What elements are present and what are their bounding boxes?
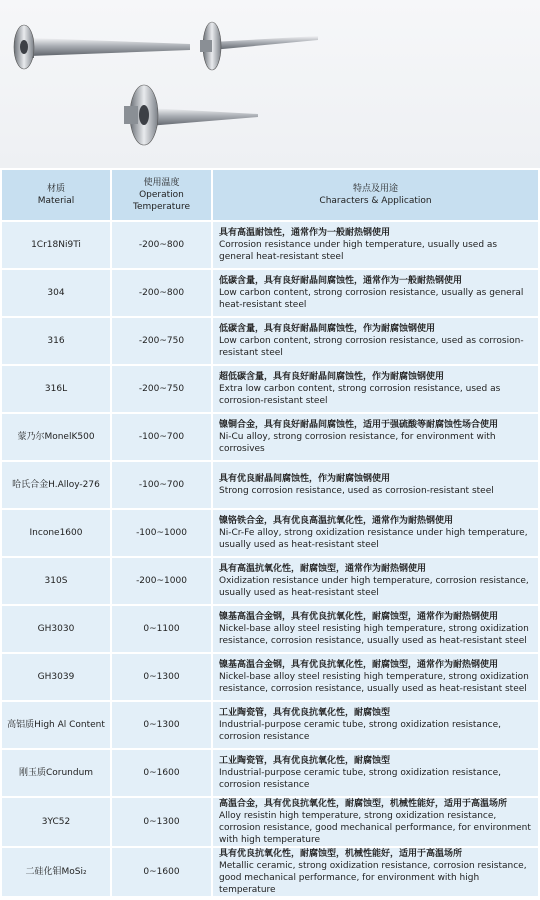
description-cell: [212, 605, 538, 653]
material-cell: 316: [2, 317, 111, 365]
header-temp-en-1: Operation: [139, 190, 184, 200]
thermowell-illustration: [0, 0, 540, 168]
description-cn: 低碳含量，具有良好耐晶间腐蚀性，作为耐腐蚀钢使用: [219, 324, 436, 334]
description-cn: 超低碳含量，具有良好耐晶间腐蚀性，作为耐腐蚀钢使用: [219, 372, 445, 382]
description-en: Ni-Cr-Fe alloy, strong oxidization resistance under high temperature, usually used as heat-resistant steel: [219, 528, 528, 550]
table-row: [2, 365, 538, 413]
description-cell: [212, 797, 538, 847]
material-cell: GH3030: [2, 605, 111, 653]
temperature-cell: 0~1300: [111, 701, 212, 749]
description-en: Corrosion resistance under high temperature, usually used as general heat-resistant steel: [219, 240, 498, 262]
description-cell: [212, 269, 538, 317]
description-cell: [212, 749, 538, 797]
description-en: Nickel-base alloy steel resisting high temperature, strong oxidization resistance, corrosion resistance, usually used as heat-resistant steel: [219, 672, 529, 694]
table-row: [2, 847, 538, 896]
material-cell: 蒙乃尔MonelK500: [2, 413, 111, 461]
description-en: Industrial-purpose ceramic tube, strong oxidization resistance, corrosion resistance: [219, 768, 501, 790]
header-temp-cn: 使用温度: [143, 178, 180, 188]
header-material-en: Material: [37, 196, 75, 206]
description-cn: 工业陶瓷管，具有优良抗氧化性，耐腐蚀型: [219, 756, 391, 766]
header-temperature: [111, 170, 212, 221]
material-cell: 哈氏合金H.Alloy-276: [2, 461, 111, 509]
materials-table: [2, 170, 538, 896]
table-row: [2, 413, 538, 461]
description-en: Low carbon content, strong corrosion resistance, used as corrosion-resistant steel: [219, 336, 524, 358]
description-cn: 镍铬铁合金，具有优良高温抗氧化性，通常作为耐热钢使用: [219, 516, 454, 526]
description-cell: [212, 317, 538, 365]
header-temp-en-2: Temperature: [132, 202, 190, 212]
description-en: Ni-Cu alloy, strong corrosion resistance, for environment with corrosives: [219, 432, 496, 454]
description-cn: 低碳含量，具有良好耐晶间腐蚀性，通常作为一般耐热钢使用: [219, 276, 463, 286]
description-cell: [212, 557, 538, 605]
materials-table-wrapper: [2, 170, 538, 896]
table-row: [2, 509, 538, 557]
description-cell: [212, 509, 538, 557]
material-cell: Incone1600: [2, 509, 111, 557]
description-cell: [212, 365, 538, 413]
material-cell: GH3039: [2, 653, 111, 701]
temperature-cell: -200~750: [111, 365, 212, 413]
description-cn: 镍基高温合金钢，具有优良抗氧化性，耐腐蚀型，通常作为耐热钢使用: [219, 660, 499, 670]
table-row: [2, 797, 538, 847]
table-row: [2, 605, 538, 653]
temperature-cell: 0~1100: [111, 605, 212, 653]
description-cn: 高温合金，具有优良抗氧化性，耐腐蚀型，机械性能好，适用于高温场所: [219, 799, 508, 809]
header-material-cn: 材质: [46, 184, 65, 194]
header-characters: [212, 170, 538, 221]
description-cn: 具有高温抗氧化性，耐腐蚀型，通常作为耐热钢使用: [219, 564, 427, 574]
description-cn: 镍铜合金，具有良好耐晶间腐蚀性，适用于强硫酸等耐腐蚀性场合使用: [219, 420, 499, 430]
table-row: [2, 701, 538, 749]
description-cn: 具有优良抗氧化性，耐腐蚀型，机械性能好，适用于高温场所: [219, 849, 463, 859]
temperature-cell: 0~1300: [111, 653, 212, 701]
temperature-cell: -100~700: [111, 461, 212, 509]
temperature-cell: -200~750: [111, 317, 212, 365]
thermowell-middle: [200, 22, 318, 70]
thermowell-left: [14, 25, 190, 69]
description-en: Alloy resistin high temperature, strong oxidization resistance, corrosion resistance, good mechanical performance, for environment with high temperature: [219, 811, 531, 845]
description-cn: 镍基高温合金钢，具有优良抗氧化性，耐腐蚀型，通常作为耐热钢使用: [219, 612, 499, 622]
description-en: Nickel-base alloy steel resisting high temperature, strong oxidization resistance, corrosion resistance, usually used as heat-resistant steel: [219, 624, 529, 646]
description-en: Metallic ceramic, strong oxidization resistance, corrosion resistance, good mechanical performance, for environment with high temperature: [219, 861, 527, 895]
table-header-row: [2, 170, 538, 221]
table-row: [2, 269, 538, 317]
temperature-cell: -200~1000: [111, 557, 212, 605]
description-cell: [212, 221, 538, 269]
material-cell: 刚玉质Corundum: [2, 749, 111, 797]
description-cn: 工业陶瓷管，具有优良抗氧化性，耐腐蚀型: [219, 708, 391, 718]
description-en: Oxidization resistance under high temperature, corrosion resistance, usually used as heat-resistant steel: [219, 576, 529, 598]
header-char-cn: 特点及用途: [352, 184, 398, 194]
material-cell: 二硅化钼MoSi₂: [2, 847, 111, 896]
temperature-cell: -200~800: [111, 269, 212, 317]
description-cn: 具有高温耐蚀性，通常作为一般耐热钢使用: [219, 228, 391, 238]
material-cell: 3YC52: [2, 797, 111, 847]
temperature-cell: -200~800: [111, 221, 212, 269]
table-row: [2, 749, 538, 797]
material-cell: 高铝质High Al Content: [2, 701, 111, 749]
temperature-cell: 0~1600: [111, 847, 212, 896]
description-en: Industrial-purpose ceramic tube, strong oxidization resistance, corrosion resistance: [219, 720, 501, 742]
product-photo: [0, 0, 540, 168]
description-cell: [212, 653, 538, 701]
temperature-cell: -100~700: [111, 413, 212, 461]
description-cell: [212, 847, 538, 896]
description-cell: [212, 461, 538, 509]
table-row: [2, 557, 538, 605]
temperature-cell: -100~1000: [111, 509, 212, 557]
material-cell: 310S: [2, 557, 111, 605]
thermowell-bottom: [124, 85, 258, 145]
table-row: [2, 317, 538, 365]
material-cell: 304: [2, 269, 111, 317]
material-cell: 1Cr18Ni9Ti: [2, 221, 111, 269]
description-cell: [212, 413, 538, 461]
temperature-cell: 0~1600: [111, 749, 212, 797]
table-row: [2, 221, 538, 269]
table-row: [2, 461, 538, 509]
header-char-en: Characters & Application: [319, 196, 432, 206]
temperature-cell: 0~1300: [111, 797, 212, 847]
material-cell: 316L: [2, 365, 111, 413]
description-cn: 具有优良耐晶间腐蚀性，作为耐腐蚀钢使用: [219, 474, 391, 484]
table-row: [2, 653, 538, 701]
header-material: [2, 170, 111, 221]
description-en: Extra low carbon content, strong corrosion resistance, used as corrosion-resistant steel: [219, 384, 501, 406]
description-en: Low carbon content, strong corrosion resistance, usually as general heat-resistant steel: [219, 288, 524, 310]
description-cell: [212, 701, 538, 749]
description-en: Strong corrosion resistance, used as corrosion-resistant steel: [219, 486, 494, 496]
